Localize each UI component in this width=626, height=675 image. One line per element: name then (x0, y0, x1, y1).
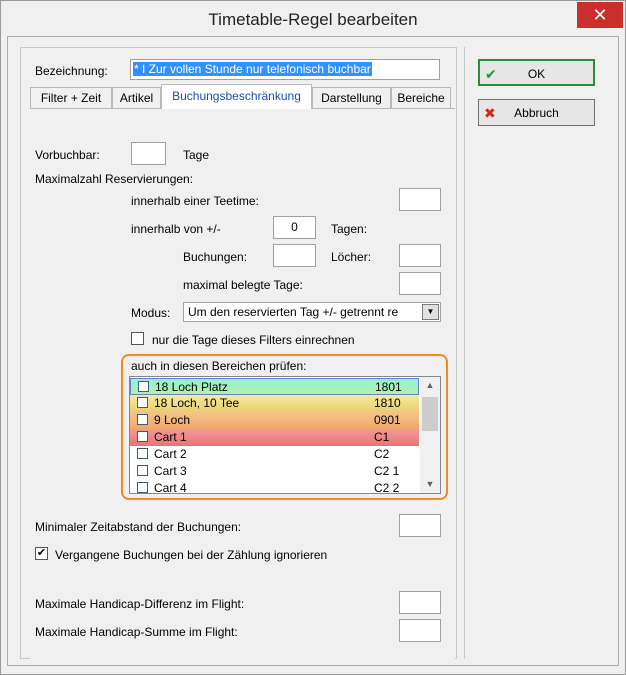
list-scrollbar[interactable] (420, 377, 440, 493)
list-item[interactable] (130, 378, 419, 395)
bezeichnung-label: Bezeichnung: (35, 64, 108, 78)
innerhalb-teetime-label: innerhalb einer Teetime: (131, 194, 259, 208)
list-item-checkbox[interactable] (137, 414, 148, 425)
list-item-code: 1810 (374, 396, 401, 410)
modus-select[interactable] (183, 302, 441, 322)
max-hcp-diff-label: Maximale Handicap-Differenz im Flight: (35, 597, 245, 611)
modus-label: Modus: (131, 306, 171, 320)
bereiche-list[interactable] (129, 376, 441, 494)
checkmark-icon: ✔ (36, 547, 47, 559)
loecher-label: Löcher: (331, 250, 372, 264)
list-item-code: C1 (374, 430, 390, 444)
list-item-name: 18 Loch Platz (155, 380, 228, 394)
window-title: Timetable-Regel bearbeiten (208, 10, 418, 29)
list-item-name: 9 Loch (154, 413, 191, 427)
max-hcp-sum-input[interactable] (399, 619, 441, 642)
list-item-name: Cart 1 (154, 430, 187, 444)
tab-bereiche[interactable]: Bereiche (391, 87, 451, 108)
close-icon: ✕ (592, 5, 608, 25)
modus-value: Um den reservierten Tag +/- getrennt re (188, 305, 399, 319)
vergangene-label: Vergangene Buchungen bei der Zählung ignorieren (55, 548, 328, 562)
list-item-checkbox[interactable] (138, 381, 149, 392)
list-item-checkbox[interactable] (137, 397, 148, 408)
vergangene-checkbox[interactable] (35, 547, 48, 560)
cancel-x-icon: ✖ (484, 105, 496, 121)
tab-buchungsbeschraenkung[interactable]: Buchungsbeschränkung (161, 84, 312, 109)
innerhalb-von-label: innerhalb von +/- (131, 222, 221, 236)
cancel-button[interactable] (478, 99, 595, 126)
tab-filter-zeit[interactable]: Filter + Zeit (30, 87, 112, 108)
list-item-checkbox[interactable] (137, 431, 148, 442)
buchungen-input[interactable] (273, 244, 316, 267)
list-item-checkbox[interactable] (137, 465, 148, 476)
max-hcp-sum-label: Maximale Handicap-Summe im Flight: (35, 625, 238, 639)
list-item-name: Cart 4 (154, 481, 187, 494)
scroll-down-icon[interactable]: ▼ (425, 479, 435, 489)
cancel-label: Abbruch (514, 106, 559, 120)
ok-button[interactable] (478, 59, 595, 86)
min-abstand-label: Minimaler Zeitabstand der Buchungen: (35, 520, 242, 534)
close-button[interactable] (577, 2, 623, 28)
loecher-input[interactable] (399, 244, 441, 267)
list-item[interactable] (130, 480, 419, 494)
list-item-code: 0901 (374, 413, 401, 427)
bezeichnung-input[interactable] (130, 59, 440, 80)
list-item-name: Cart 2 (154, 447, 187, 461)
list-item[interactable] (130, 463, 419, 480)
tab-darstellung[interactable]: Darstellung (312, 87, 391, 108)
list-item[interactable] (130, 395, 419, 412)
list-item-code: 1801 (375, 380, 402, 394)
buchungen-label: Buchungen: (183, 250, 248, 264)
tab-artikel[interactable]: Artikel (112, 87, 161, 108)
chevron-down-icon[interactable]: ▼ (422, 304, 439, 320)
vorbuchbar-label: Vorbuchbar: (35, 148, 100, 162)
max-belegte-input[interactable] (399, 272, 441, 295)
list-item-code: C2 1 (374, 464, 400, 478)
list-item-name: Cart 3 (154, 464, 187, 478)
scroll-up-icon[interactable]: ▲ (425, 380, 435, 390)
maximalzahl-label: Maximalzahl Reservierungen: (35, 172, 194, 186)
bereiche-label: auch in diesen Bereichen prüfen: (131, 359, 307, 373)
tagen-label: Tagen: (331, 222, 368, 236)
bezeichnung-value: * I Zur vollen Stunde nur telefonisch buchbar (134, 62, 371, 76)
nur-tage-label: nur die Tage dieses Filters einrechnen (152, 333, 355, 347)
list-item[interactable] (130, 412, 419, 429)
max-belegte-label: maximal belegte Tage: (183, 278, 303, 292)
nur-tage-checkbox[interactable] (131, 332, 144, 345)
max-hcp-diff-input[interactable] (399, 591, 441, 614)
list-item-checkbox[interactable] (137, 482, 148, 493)
list-item-name: 18 Loch, 10 Tee (154, 396, 240, 410)
list-item-code: C2 2 (374, 481, 400, 494)
list-item-code: C2 (374, 447, 390, 461)
panel-divider (464, 47, 465, 659)
innerhalb-von-input[interactable]: 0 (273, 216, 316, 239)
min-abstand-input[interactable] (399, 514, 441, 537)
checkmark-icon: ✔ (485, 66, 497, 82)
ok-label: OK (527, 67, 546, 81)
innerhalb-teetime-input[interactable] (399, 188, 441, 211)
list-item[interactable] (130, 446, 419, 463)
list-item-checkbox[interactable] (137, 448, 148, 459)
title-bar[interactable] (1, 1, 625, 37)
list-item[interactable] (130, 429, 419, 446)
tage-label: Tage (183, 148, 210, 162)
scroll-thumb[interactable] (422, 397, 438, 431)
vorbuchbar-input[interactable] (131, 142, 166, 165)
